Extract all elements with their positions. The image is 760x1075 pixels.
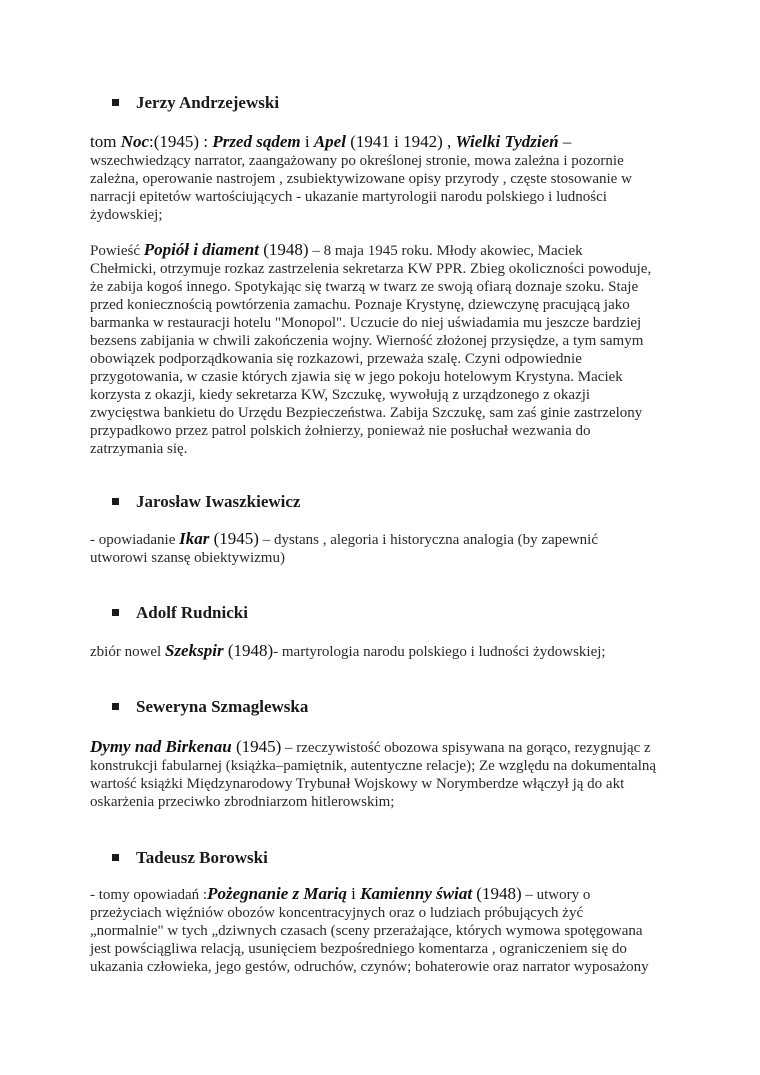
work-title: Popiół i diament (143, 240, 259, 259)
paragraph-dymy-nad-birkenau (90, 738, 690, 811)
text-line: wszechwiedzący narrator, zaangażowany po określonej stronie, mowa zależna i pozornie (90, 153, 624, 169)
text-line: zwycięstwa bankietu do Urzędu Bezpieczeństwa. Zabija Szczukę, sam zaś ginie zastrzelony (90, 405, 643, 421)
paragraph-first-line: zbiór nowel Szekspir (1948)- martyrologia narodu polskiego i ludności żydowskiej; (90, 641, 606, 660)
bullet-icon (112, 854, 119, 861)
work-title: Pożegnanie z Marią (207, 884, 347, 903)
text-line: przeżyciach więźniów obozów koncentracyjnych oraz o ludziach próbujących żyć (90, 905, 584, 921)
work-title: Kamienny świat (360, 884, 473, 903)
text-line: przygotowania, w czasie których zjawia się w jego pokoju hotelowym Krystyna. Maciek (90, 369, 623, 385)
paragraph-first-line: Dymy nad Birkenau (1945) – rzeczywistość obozowa spisywana na gorąco, rezygnując z (90, 737, 651, 756)
text-line: ukazania człowieka, jego gestów, odruchów, czynów; bohaterowie oraz narrator wyposażony (90, 959, 649, 975)
author-name: Seweryna Szmaglewska (136, 697, 309, 716)
text-line: obowiązek podporządkowania się rozkazowi, przeważa szalę. Czyni odpowiednie (90, 351, 582, 367)
work-title: Wielki Tydzień (455, 132, 559, 151)
work-title: Szekspir (164, 641, 224, 660)
text-line: barmanka w restauracji hotelu "Monopol". Uczucie do niej uświadamia mu jeszcze bardziej (90, 315, 642, 331)
section-heading-borowski (112, 848, 268, 868)
text-line: wartość książki Międzynarodowy Trybunał Wojskowy w Norymberdze włączył ją do akt (90, 776, 625, 792)
text-line: narracji epitetów wartościujących - ukazanie martyrologii narodu polskiego i ludności (90, 189, 607, 205)
paragraph-first-line: tom Noc:(1945) : Przed sądem i Apel (1941 i 1942) , Wielki Tydzień – (90, 132, 572, 151)
section-heading-iwaszkiewicz (112, 492, 300, 512)
text-line: utworowi szansę obiektywizmu) (90, 550, 285, 566)
paragraph-first-line: - opowiadanie Ikar (1945) – dystans , alegoria i historyczna analogia (by zapewnić (90, 529, 598, 548)
paragraph-andrzejewski-works (90, 133, 690, 224)
text-line: że zabija kogoś innego. Spotykając się twarzą w twarz ze swoją ofiarą doznaje szoku. Staje (90, 279, 639, 295)
text-line: zatrzymania się. (90, 441, 188, 457)
section-heading-andrzejewski (112, 93, 279, 113)
bullet-icon (112, 99, 119, 106)
bullet-icon (112, 609, 119, 616)
section-heading-szmaglewska (112, 697, 308, 717)
text-line: korzysta z okazji, kiedy sekretarza KW, Szczukę, wywołują z urządzonego z okazji (90, 387, 591, 403)
text-line: jest powściągliwa relacją, usunięciem bezpośredniego komentarza , ograniczeniem się do (90, 941, 627, 957)
author-name: Jarosław Iwaszkiewicz (136, 492, 301, 511)
text-line: bezsens zabijania w chwili zakończenia wojny. Wierność złożonej przysiędze, a tym samym (90, 333, 644, 349)
work-title: Dymy nad Birkenau (90, 737, 232, 756)
text-line: żydowskiej; (90, 207, 163, 223)
paragraph-popiol-i-diament (90, 241, 690, 458)
work-title: Noc (120, 132, 150, 151)
work-title: Przed sądem (212, 132, 301, 151)
text-line: przypadkowo przez patrol polskich żołnierzy, ponieważ nie posłuchał wezwania do (90, 423, 591, 439)
bullet-icon (112, 703, 119, 710)
text-line: Chełmicki, otrzymuje rozkaz zastrzelenia sekretarza KW PPR. Zbieg okoliczności powoduje, (90, 261, 652, 277)
text-line: konstrukcji fabularnej (książka–pamiętnik, autentyczne relacje); Ze względu na dokumentalną (90, 758, 657, 774)
author-name: Adolf Rudnicki (136, 603, 248, 622)
text-line: „normalnie" w tych „dziwnych czasach (sceny przerażające, których wymowa spotęgowana (90, 923, 643, 939)
text-line: przed koniecznością powtórzenia zamachu. Poznaje Krystynę, dziewczynę pracującą jako (90, 297, 630, 313)
bullet-icon (112, 498, 119, 505)
author-name: Tadeusz Borowski (136, 848, 268, 867)
work-title: Apel (313, 132, 346, 151)
author-name: Jerzy Andrzejewski (136, 93, 280, 112)
text-line: zależna, operowanie nastrojem , zsubiektywizowane opisy przyrody , częste stosowanie w (90, 171, 632, 187)
paragraph-szekspir (90, 642, 690, 661)
work-title: Ikar (179, 529, 210, 548)
paragraph-first-line: Powieść Popiół i diament (1948) – 8 maja 1945 roku. Młody akowiec, Maciek (90, 240, 583, 259)
paragraph-first-line: - tomy opowiadań :Pożegnanie z Marią i Kamienny świat (1948) – utwory o (90, 884, 591, 903)
paragraph-ikar (90, 530, 690, 567)
text-line: oskarżenia przeciwko zbrodniarzom hitlerowskim; (90, 794, 395, 810)
section-heading-rudnicki (112, 603, 248, 623)
paragraph-borowski-works (90, 885, 690, 976)
